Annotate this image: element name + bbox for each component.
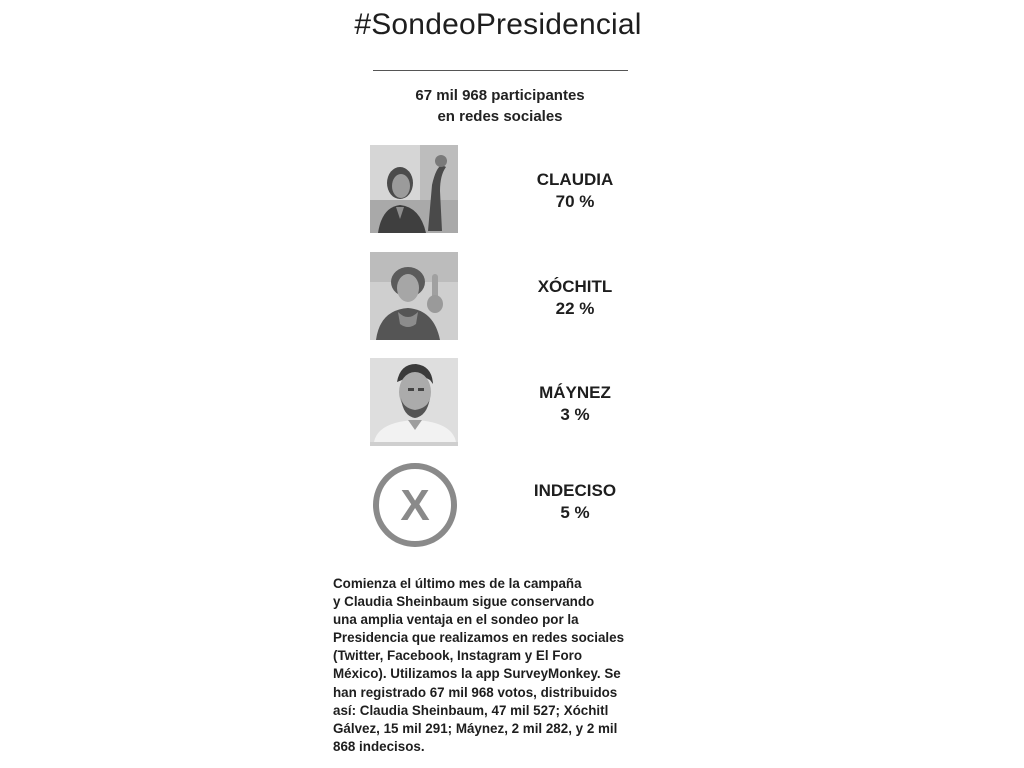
candidate-photo-maynez <box>370 358 458 446</box>
article-line: Gálvez, 15 mil 291; Máynez, 2 mil 282, y 2 mil <box>333 720 618 736</box>
page-title: #SondeoPresidencial <box>354 8 642 41</box>
candidate-percent: 3 % <box>560 405 590 424</box>
participants-count: 67 mil 968 participantes <box>415 87 585 104</box>
undecided-x-icon <box>370 462 458 550</box>
article-line: (Twitter, Facebook, Instagram y El Foro <box>333 648 583 664</box>
candidate-result-indeciso <box>510 480 640 524</box>
candidate-photo-xochitl <box>370 252 458 340</box>
candidate-row-xochitl <box>370 252 670 340</box>
article-line: y Claudia Sheinbaum sigue conservando <box>333 594 595 610</box>
title-divider <box>373 70 628 71</box>
candidate-photo-claudia <box>370 145 458 233</box>
participants-source: en redes sociales <box>437 108 563 125</box>
article-line: Presidencia que realizamos en redes sociales <box>333 630 625 646</box>
article-line: una amplia ventaja en el sondeo por la <box>333 612 579 628</box>
candidate-result-xochitl <box>510 276 640 320</box>
candidate-row-indeciso <box>370 462 670 550</box>
article-line: así: Claudia Sheinbaum, 47 mil 527; Xóchitl <box>333 702 609 718</box>
participants-summary <box>330 85 670 127</box>
article-line: Comienza el último mes de la campaña <box>333 576 582 591</box>
candidate-name: MÁYNEZ <box>539 383 611 402</box>
candidate-row-claudia <box>370 145 670 233</box>
candidate-result-claudia <box>510 169 640 213</box>
candidate-result-maynez <box>510 382 640 426</box>
undecided-x-glyph: X <box>400 481 430 530</box>
article-line: 868 indecisos. <box>333 738 425 754</box>
candidate-name: XÓCHITL <box>537 277 613 296</box>
candidate-name: CLAUDIA <box>536 170 614 189</box>
article-line: han registrado 67 mil 968 votos, distribuidos <box>333 684 618 700</box>
candidate-percent: 70 % <box>555 192 595 211</box>
candidate-name: INDECISO <box>533 481 617 500</box>
candidate-row-maynez <box>370 358 670 446</box>
article-line: México). Utilizamos la app SurveyMonkey. Se <box>333 666 621 682</box>
article-body <box>333 575 673 756</box>
candidate-percent: 22 % <box>555 299 595 318</box>
candidate-percent: 5 % <box>560 503 590 522</box>
